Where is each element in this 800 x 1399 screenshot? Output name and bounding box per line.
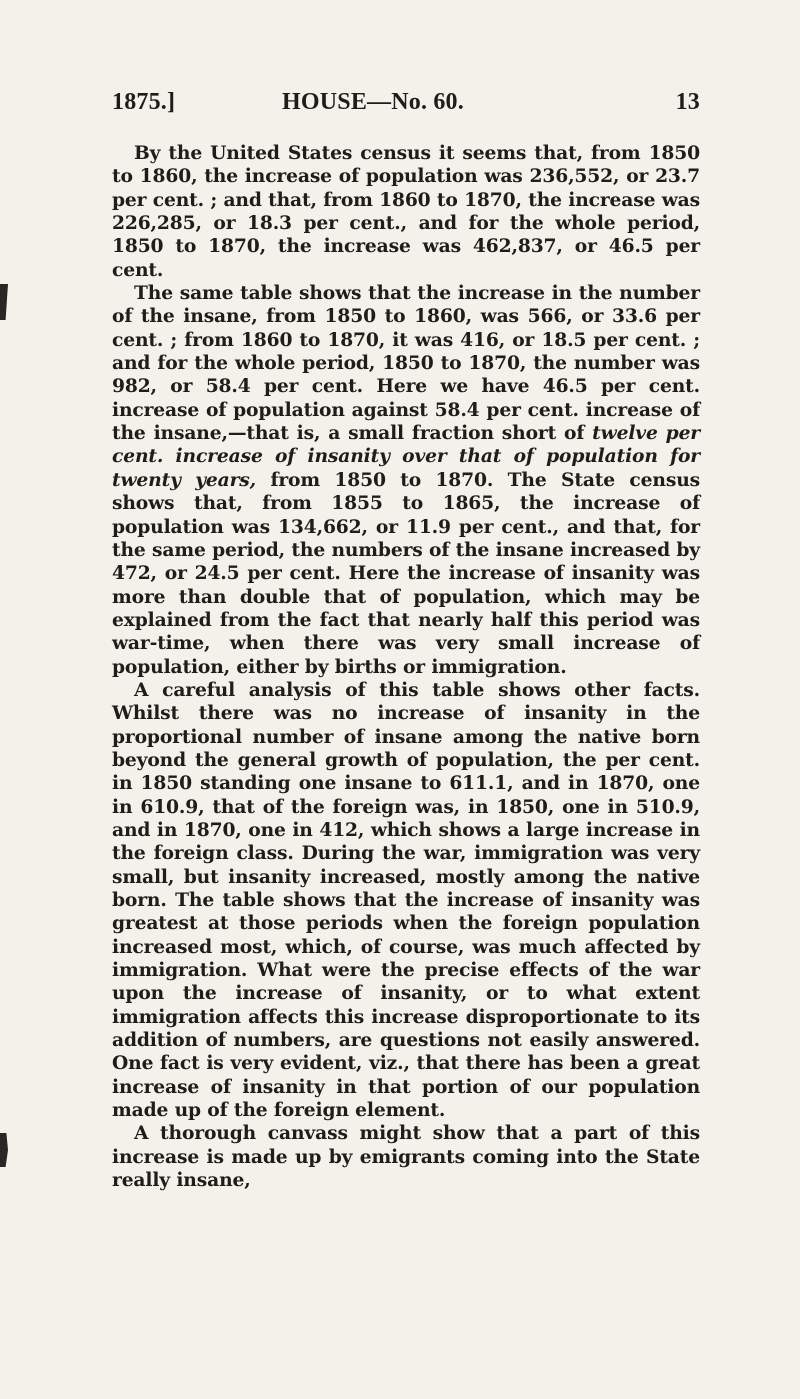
paragraph-insane-increase	[112, 282, 700, 679]
header-title: HOUSE—No. 60.	[282, 89, 464, 115]
italic-emphasis: twelve per cent. increase of insanity over that of population for twenty years,	[112, 422, 701, 491]
paragraph-canvass: A thorough canvass might show that a part of this increase is made up by emigrants coming into the State really insane,	[112, 1122, 700, 1192]
paragraph-analysis: A careful analysis of this table shows other facts. Whilst there was no increase of insanity in the proportional number of insane among the native born beyond the general growth of population, the per cent. in 1850 standing one insane to 611.1, and in 1870, one in 610.9, that of the foreign was, in 1850, one in 510.9, and in 1870, one in 412, which shows a large increase in the foreign class. During the war, immigration was very small, but insanity increased, mostly among the native born. The table shows that the increase of insanity was greatest at those periods when the foreign population increased most, which, of course, was much affected by immigration. What were the precise effects of the war upon the increase of insanity, or to what extent immigration affects this increase disproportionate to its addition of numbers, are questions not easily answered. One fact is very evident, viz., that there has been a great increase of insanity in that portion of our population made up of the foreign element.	[112, 678, 700, 1122]
paragraph-census-population: By the United States census it seems that, from 1850 to 1860, the increase of population was 236,552, or 23.7 per cent. ; and that, from 1860 to 1870, the increase was 226,285, or 18.3 per cent., and for the whole period, 1850 to 1870, the increase was 462,837, or 46.5 per cent.	[112, 142, 700, 281]
margin-mark	[0, 284, 8, 320]
paragraph-text: from 1850 to 1870. The State census shows that, from 1855 to 1865, the increase of population was 134,662, or 11.9 per cent., and that, for the same period, the numbers of the insane increased by 472, or 24.5 per cent. Here the increase of insanity was more than double that of population, which may be explained from the fact that nearly half this period was war-time, when there was very small increase of population, either by births or immigration.	[112, 468, 700, 678]
paragraph-text: The same table shows that the increase in the number of the insane, from 1850 to 1860, was 566, or 33.6 per cent. ; from 1860 to 1870, it was 416, or 18.5 per cent. ; and for the whole period, 1850 to 1870, the number was 982, or 58.4 per cent. Here we have 46.5 per cent. increase of population against 58.4 per cent. increase of the insane,—that is, a small fraction short of	[112, 282, 700, 445]
running-header	[112, 86, 700, 118]
page-number: 13	[675, 89, 700, 115]
body-text	[112, 142, 700, 1192]
header-year: 1875.]	[112, 89, 176, 115]
margin-mark	[0, 1133, 8, 1167]
